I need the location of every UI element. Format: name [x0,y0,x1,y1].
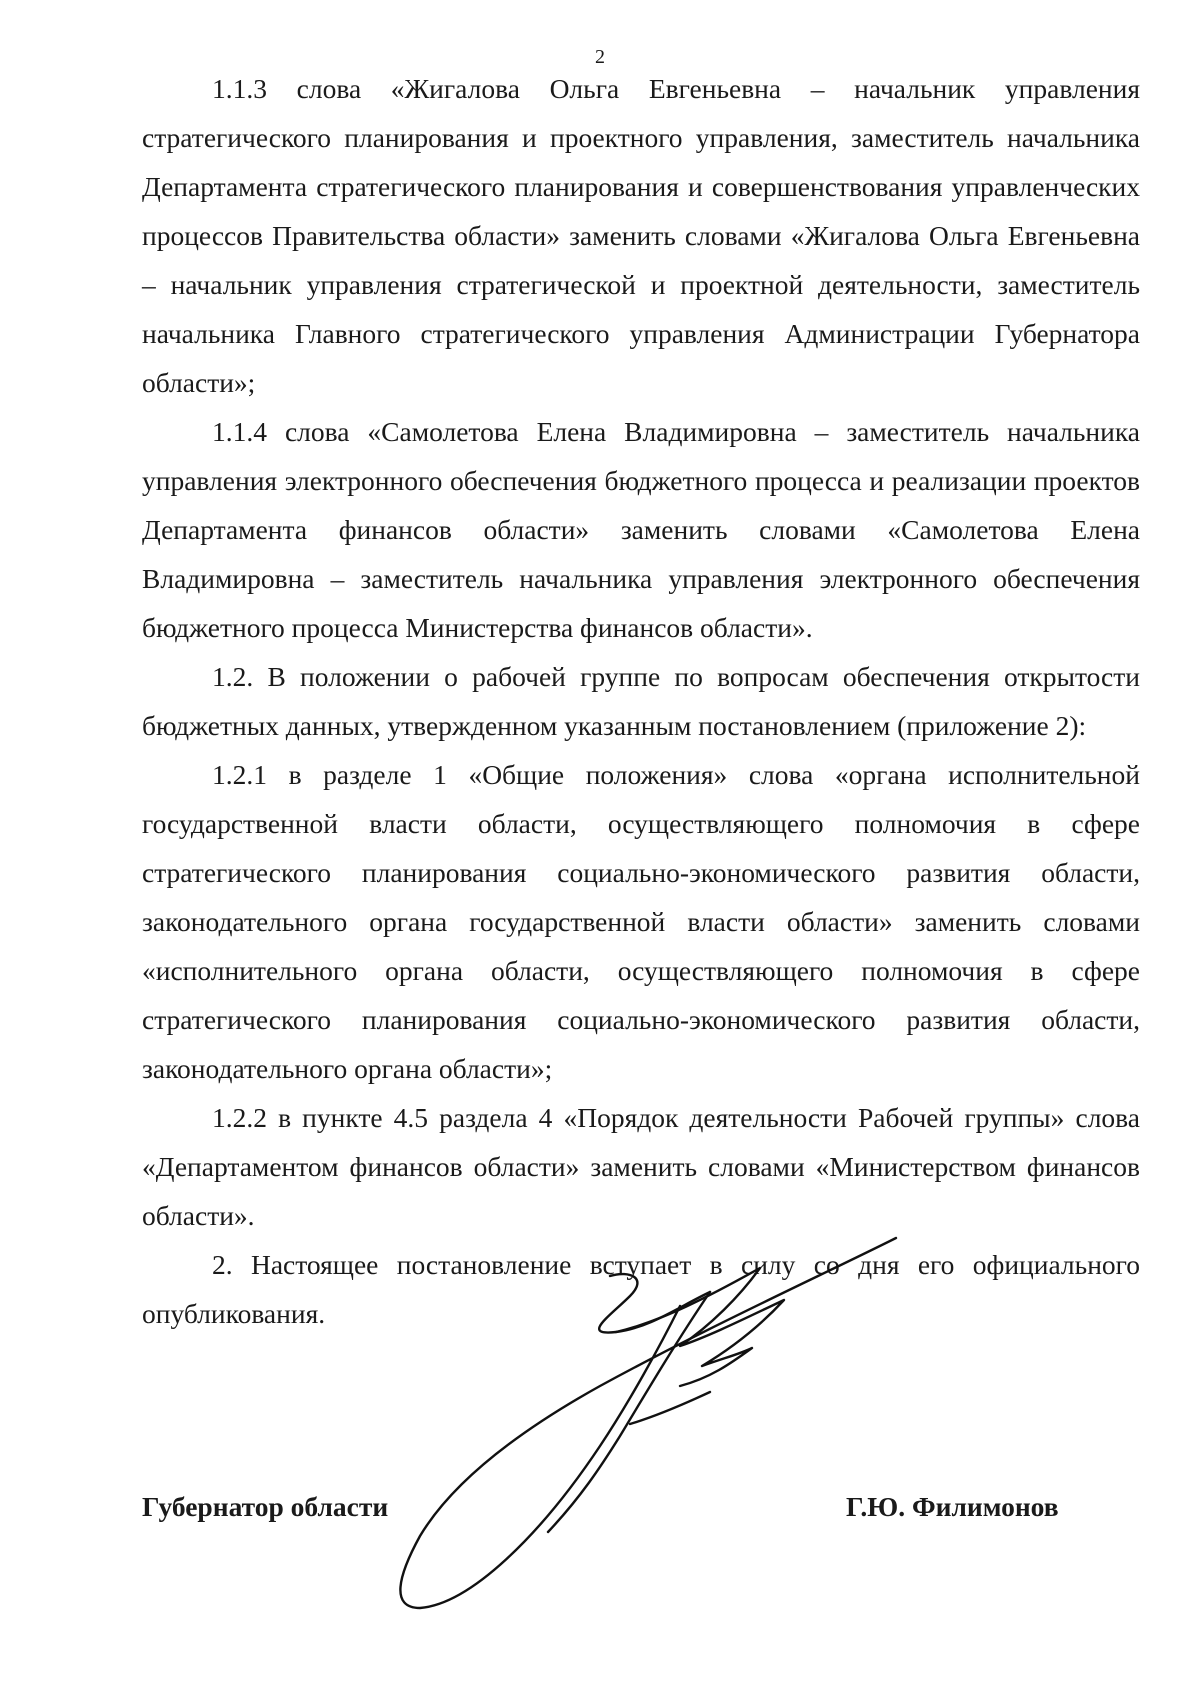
signatory-name: Г.Ю. Филимонов [846,1491,1059,1522]
paragraph-1-1-4: 1.1.4 слова «Самолетова Елена Владимировна – заместитель начальника управления электронного обеспечения бюджетного процесса и реализации проектов Департамента финансов области» заменить словами «Самолетова Елена Владимировна – заместитель начальника управления электронного обеспечения бюджетного процесса Министерства финансов области». [142,416,1140,643]
handwritten-signature [380,1236,920,1616]
page-number: 2 [595,46,605,68]
paragraph-1-1-3: 1.1.3 слова «Жигалова Ольга Евгеньевна – начальник управления стратегического планирования и проектного управления, заместитель начальника Департамента стратегического планирования и совершенствования управленческих процессов Правительства области» заменить словами «Жигалова Ольга Евгеньевна – начальник управления стратегической и проектной деятельности, заместитель начальника Главного стратегического управления Администрации Губернатора области»; [142,73,1140,398]
paragraph-2: 2. Настоящее постановление вступает в силу со дня его официального опубликования. [142,1249,1140,1329]
paragraph-1-2-1: 1.2.1 в разделе 1 «Общие положения» слова «органа исполнительной государственной власти области, осуществляющего полномочия в сфере стратегического планирования социально-экономического развития области, законодательного органа государственной власти области» заменить словами «исполнительного органа области, осуществляющего полномочия в сфере стратегического планирования социально-экономического развития области, законодательного органа области»; [142,759,1140,1084]
paragraph-1-2-2: 1.2.2 в пункте 4.5 раздела 4 «Порядок деятельности Рабочей группы» слова «Департаментом финансов области» заменить словами «Министерством финансов области». [142,1102,1140,1231]
paragraph-1-2: 1.2. В положении о рабочей группе по вопросам обеспечения открытости бюджетных данных, утвержденном указанным постановлением (приложение 2): [142,661,1140,741]
document-body [142,64,1140,1338]
signatory-title: Губернатор области [142,1491,389,1522]
